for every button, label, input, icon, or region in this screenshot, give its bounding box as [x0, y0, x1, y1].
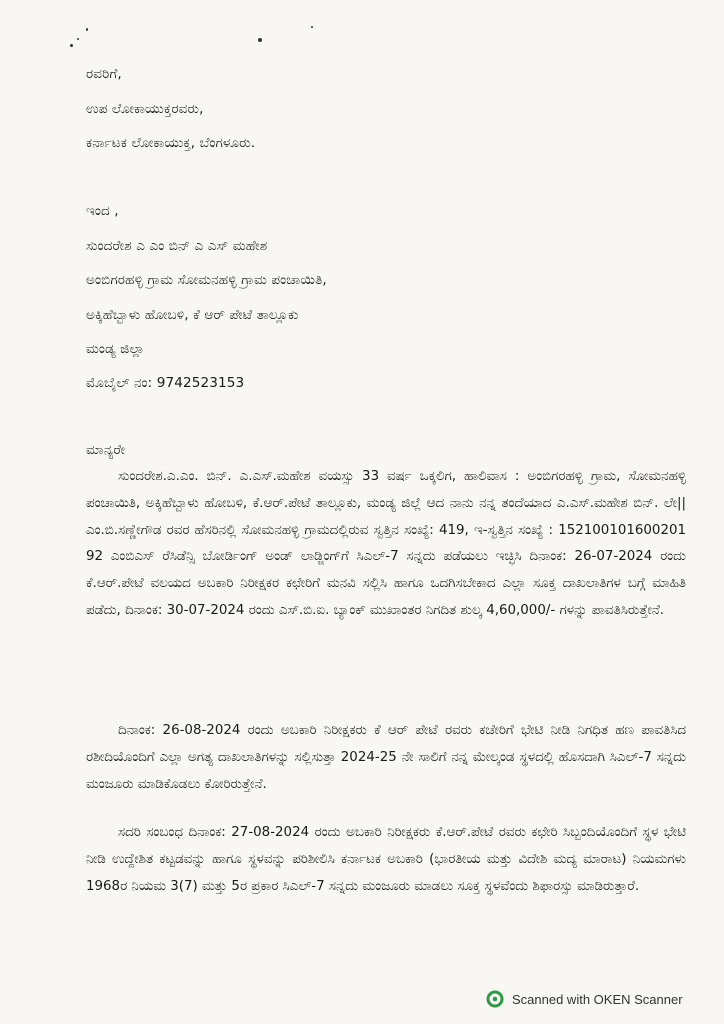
sender-name: ಸುಂದರೇಶ ಎ ಎಂ ಬಿನ್ ಎ ಎಸ್ ಮಹೇಶ [86, 238, 268, 254]
sender-district: ಮಂಡ್ಯ ಜಿಲ್ಲಾ [86, 341, 145, 357]
scan-speck [86, 28, 88, 31]
scanner-watermark [486, 990, 683, 1008]
scan-speck [258, 38, 262, 42]
paragraph-2-text: ದಿನಾಂಕ: 26-08-2024 ರಂದು ಅಬಕಾರಿ ನಿರೀಕ್ಷಕರು ಕೆ ಆರ್ ಪೇಟೆ ರವರು ಕಚೇರಿಗೆ ಭೇಟಿ ನೀಡಿ ನಿಗಧಿತ ಹಣ ಪಾವತಿಸಿದ ರಶೀದಿಯೊಂದಿಗೆ ಎಲ್ಲಾ ಅಗತ್ಯ ದಾಖಲಾತಿಗಳನ್ನು ಸಲ್ಲಿಸುತ್ತಾ 2024-25 ನೇ ಸಾಲಿಗೆ ನನ್ನ ಮೇಲ್ಕಂಡ ಸ್ಥಳದಲ್ಲಿ ಹೊಸದಾಗಿ ಸಿಎಲ್-7 ಸನ್ನದು ಮಂಜೂರು ಮಾಡಿಕೊಡಲು ಕೋರಿರುತ್ತೇನೆ. [86, 723, 686, 792]
paragraph-1 [86, 464, 686, 625]
from-label: ಇಂದ , [86, 203, 119, 219]
scan-speck [77, 38, 79, 40]
scan-speck [311, 26, 313, 28]
recipient-line-3: ಕರ್ನಾಟಕ ಲೋಕಾಯುಕ್ತ, ಬೆಂಗಳೂರು. [86, 135, 256, 151]
scan-speck [70, 44, 73, 47]
sender-address-2: ಅಕ್ಕಿಹೆಬ್ಬಾಳು ಹೋಬಳಿ, ಕೆ ಆರ್ ಪೇಟೆ ತಾಲ್ಲೂಕು [86, 307, 299, 323]
paragraph-3 [86, 820, 686, 900]
recipient-line-2: ಉಪ ಲೋಕಾಯುಕ್ತರವರು, [86, 101, 204, 117]
sender-mobile: ಮೊಬೈಲ್ ನಂ: 9742523153 [86, 375, 245, 391]
salutation: ಮಾನ್ಯರೇ [86, 442, 126, 458]
oken-scanner-logo-icon [486, 990, 504, 1008]
scanner-watermark-text: Scanned with OKEN Scanner [512, 991, 683, 1007]
paragraph-1-text: ಸುಂದರೇಶ.ಎ.ಎಂ. ಬಿನ್. ಎ.ಎಸ್.ಮಹೇಶ ವಯಸ್ಸು 33 ವರ್ಷ ಒಕ್ಕಲಿಗ, ಹಾಲಿವಾಸ : ಅಂಬಿಗರಹಳ್ಳಿ ಗ್ರಾಮ, ಸೋಮನಹಳ್ಳಿ ಪಂಚಾಯಿತಿ, ಅಕ್ಕಿಹೆಬ್ಬಾಳು ಹೋಬಳಿ, ಕೆ.ಆರ್.ಪೇಟೆ ತಾಲ್ಲೂಕು, ಮಂಡ್ಯ ಜಿಲ್ಲೆ ಆದ ನಾನು ನನ್ನ ತಂದೆಯಾದ ಎ.ಎಸ್.ಮಹೇಶ ಬಿನ್. ಲೇ|| ಎಂ.ಬಿ.ಸಣ್ಣೇಗೌಡ ರವರ ಹೆಸರಿನಲ್ಲಿ ಸೋಮನಹಳ್ಳಿ ಗ್ರಾಮದಲ್ಲಿರುವ ಸ್ವತ್ತಿನ ಸಂಖ್ಯೆ: 419, ಇ-ಸ್ವತ್ತಿನ ಸಂಖ್ಯೆ : 152100101600201 92 ಎಂಬಿಎಸ್ ರೆಸಿಡೆನ್ಸಿ ಬೋರ್ಡಿಂಗ್ ಅಂಡ್ ಲಾಡ್ಜಿಂಗ್‌ಗೆ ಸಿಎಲ್-7 ಸನ್ನದು ಪಡೆಯಲು ಇಚ್ಛಿಸಿ ದಿನಾಂಕ: 26-07-2024 ರಂದು ಕೆ.ಆರ್.ಪೇಟೆ ವಲಯದ ಅಬಕಾರಿ ನಿರೀಕ್ಷಕರ ಕಛೇರಿಗೆ ಮನವಿ ಸಲ್ಲಿಸಿ ಹಾಗೂ ಒದಗಿಸಬೇಕಾದ ಎಲ್ಲಾ ಸೂಕ್ತ ದಾಖಲಾತಿಗಳ ಬಗ್ಗೆ ಮಾಹಿತಿ ಪಡೆದು, ದಿನಾಂಕ: 30-07-2024 ರಂದು ಎಸ್.ಬಿ.ಐ. ಬ್ಯಾಂಕ್ ಮುಖಾಂತರ ನಿಗದಿತ ಶುಲ್ಕ 4,60,000/- ಗಳನ್ನು ಪಾವತಿಸಿರುತ್ತೇನೆ. [86, 469, 686, 618]
recipient-line-1: ರವರಿಗೆ, [86, 66, 122, 82]
sender-address-1: ಅಂಬಿಗರಹಳ್ಳಿ ಗ್ರಾಮ ಸೋಮನಹಳ್ಳಿ ಗ್ರಾಮ ಪಂಚಾಯಿತಿ, [86, 272, 327, 288]
paragraph-2 [86, 718, 686, 798]
paragraph-3-text: ಸದರಿ ಸಂಬಂಧ ದಿನಾಂಕ: 27-08-2024 ರಂದು ಅಬಕಾರಿ ನಿರೀಕ್ಷಕರು ಕೆ.ಆರ್.ಪೇಟೆ ರವರು ಕಛೇರಿ ಸಿಬ್ಬಂದಿಯೊಂದಿಗೆ ಸ್ಥಳ ಭೇಟಿ ನೀಡಿ ಉದ್ದೇಶಿತ ಕಟ್ಟಡವನ್ನು ಹಾಗೂ ಸ್ಥಳವನ್ನು ಪರಿಶೀಲಿಸಿ ಕರ್ನಾಟಕ ಅಬಕಾರಿ (ಭಾರತೀಯ ಮತ್ತು ವಿದೇಶಿ ಮದ್ಯ ಮಾರಾಟ) ನಿಯಮಗಳು 1968ರ ನಿಯಮ 3(7) ಮತ್ತು 5ರ ಪ್ರಕಾರ ಸಿಎಲ್-7 ಸನ್ನದು ಮಂಜೂರು ಮಾಡಲು ಸೂಕ್ತ ಸ್ಥಳವೆಂದು ಶಿಫಾರಸ್ಸು ಮಾಡಿರುತ್ತಾರೆ. [86, 825, 686, 894]
